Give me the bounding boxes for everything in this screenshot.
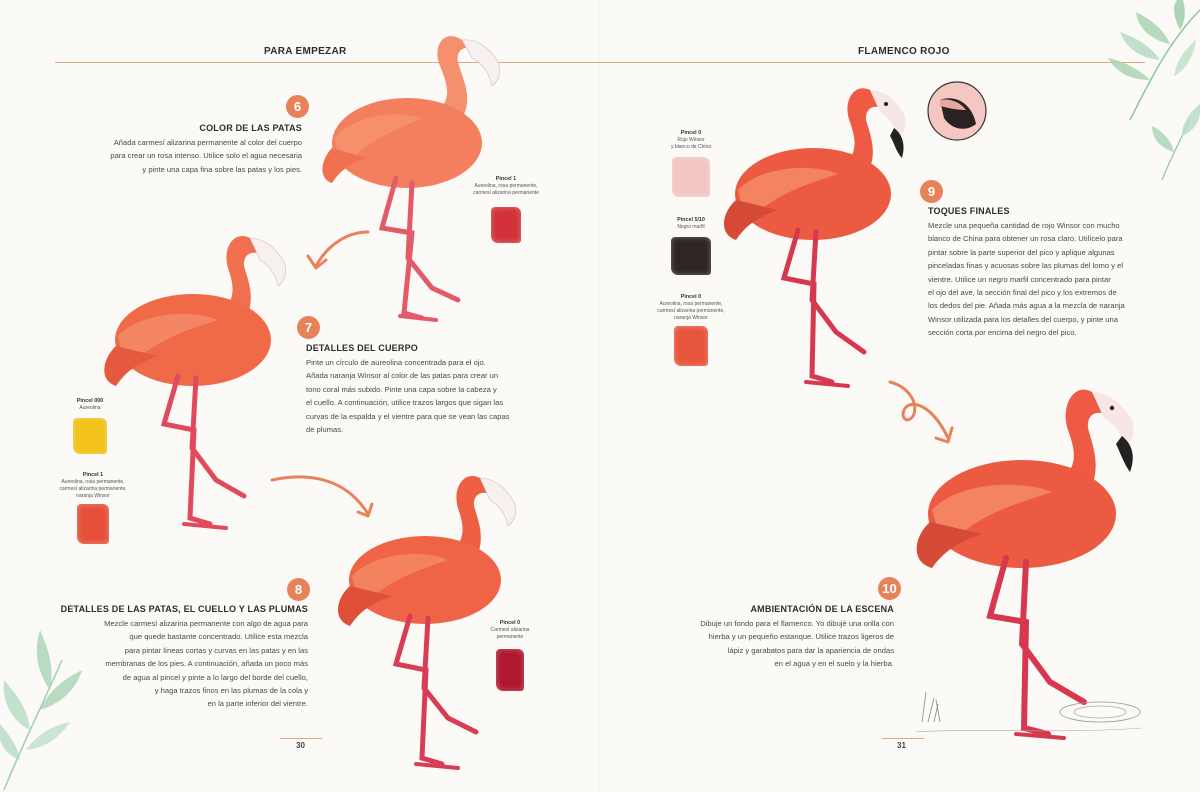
page-number: 31 — [897, 741, 906, 750]
paint-name: carmesí alizarina permanente, — [59, 486, 127, 492]
step-9-text — [928, 219, 1168, 340]
page-number: 30 — [296, 741, 305, 750]
right-page-header: FLAMENCO ROJO — [858, 46, 950, 57]
brush-label: Pincel 1 — [495, 176, 517, 182]
text-line: de plumas. — [306, 425, 344, 435]
flamingo-illustration — [312, 18, 512, 338]
paint-swatch — [674, 326, 708, 366]
text-line: para pintar líneas cortas y curvas en las patas y en las — [124, 645, 308, 655]
paint-name: Aureolina, rosa permanente, — [61, 479, 125, 485]
text-line: los dedos del pie. Añada más agua a la mezcla de naranja — [928, 301, 1125, 311]
paint-name: carmesí alizarina permanente — [473, 190, 539, 196]
text-line: que quede bastante concentrado. Utilice esta mezcla — [129, 632, 308, 642]
flamingo-illustration — [912, 382, 1152, 762]
text-line: vientre. Utilice un negro marfil concentrado para pintar — [928, 274, 1111, 284]
step-10-badge: 10 — [878, 577, 901, 600]
brush-label: Pincel 0 — [499, 620, 521, 626]
text-line: en la parte inferior del vientre. — [207, 699, 308, 709]
paint-name: naranja Winsor — [76, 493, 110, 499]
brush-label: Pincel 5/10 — [677, 217, 705, 223]
paint-name: Negro marfil — [677, 224, 705, 230]
text-line: Mezcle carmesí alizarina permanente con algo de agua para — [104, 619, 308, 628]
text-line: y haga trazos finos en las plumas de la cola y — [154, 686, 308, 696]
paint-name: carmesí alizarina permanente, — [657, 308, 725, 314]
paint-swatch — [671, 237, 711, 275]
step-6-title: COLOR DE LAS PATAS — [199, 123, 302, 133]
text-line: el cuello. A continuación, utilice trazos largos que sigan las — [306, 398, 504, 408]
paint-name: Rojo Winsor — [677, 137, 705, 143]
paint-name: y blanco de China — [670, 144, 712, 150]
text-line: sección corta por encima del negro del pico. — [928, 328, 1077, 338]
paint-name: Carmesí alizarina — [490, 627, 530, 633]
text-line: membranas de los pies. A continuación, añada un poco más — [105, 659, 308, 669]
paint-swatch — [672, 157, 710, 197]
swatch-group — [658, 217, 724, 275]
text-line: Dibuje un fondo para el flamenco. Yo dibujé una orilla con — [700, 619, 894, 628]
text-line: Añada carmesí alizarina permanente al color del cuerpo — [113, 138, 302, 147]
step-8-title: DETALLES DE LAS PATAS, EL CUELLO Y LAS PLUMAS — [60, 604, 308, 614]
text-line: Winsor utilizada para los detalles del cuerpo, y pinte una — [928, 314, 1118, 324]
paint-name: Aureolina, rosa permanente, — [659, 301, 723, 307]
paint-name: permanente — [496, 634, 524, 640]
step-10-text — [664, 617, 894, 671]
text-line: el ojo del ave, la sección final del pico y los extremos de — [928, 288, 1117, 298]
brush-label: Pincel 0 — [680, 294, 702, 300]
curved-arrow-icon — [268, 470, 378, 525]
step-8-text — [68, 617, 308, 711]
step-6-badge: 6 — [286, 95, 309, 118]
text-line: blanco de China para obtener un rosa claro. Utilícelo para — [928, 234, 1123, 244]
brush-label: Pincel 1 — [82, 472, 104, 478]
page-number-rule — [280, 738, 322, 739]
text-line: pintar sobre la parte superior del pico y aplique algunas — [928, 247, 1115, 257]
text-line: hierba y un pequeño estanque. Utilice trazos ligeros de — [708, 632, 894, 642]
step-7-text — [306, 356, 546, 436]
leaf-icon — [1090, 0, 1200, 180]
step-9-badge: 9 — [920, 180, 943, 203]
paint-list — [658, 224, 724, 231]
text-line: Mezcle una pequeña cantidad de rojo Winsor con mucho — [928, 221, 1120, 230]
text-line: curvas de la espalda y el vientre para que se vean las capas — [306, 411, 510, 421]
beak-detail-icon — [926, 80, 988, 142]
right-page — [600, 0, 1200, 792]
text-line: y pinte una capa fina sobre las patas y los pies. — [142, 164, 302, 174]
step-7-badge: 7 — [297, 316, 320, 339]
text-line: lápiz y garabatos para dar la apariencia de ondas — [727, 645, 894, 655]
text-line: Pinte un círculo de aureolina concentrada para el ojo. — [306, 358, 486, 367]
left-page-header: PARA EMPEZAR — [264, 46, 347, 57]
step-6-text — [72, 136, 302, 176]
leaf-icon — [0, 600, 90, 792]
paint-list — [655, 137, 727, 151]
step-7-title: DETALLES DEL CUERPO — [306, 343, 418, 353]
text-line: pinceladas finas y acuosas sobre las plumas del lomo y el — [928, 261, 1124, 271]
curved-arrow-icon — [304, 226, 374, 276]
paint-name: Aureolina — [79, 405, 101, 411]
paint-name: naranja Winsor — [674, 315, 708, 321]
swatch-group — [655, 130, 727, 197]
text-line: Añada naranja Winsor al color de las patas para crear un — [306, 371, 499, 381]
flamingo-illustration — [718, 80, 918, 400]
brush-label: Pincel 0 — [680, 130, 702, 136]
text-line: en el agua y en el suelo y la hierba. — [774, 659, 894, 669]
header-rule — [600, 62, 1145, 63]
step-8-badge: 8 — [287, 578, 310, 601]
brush-label: Pincel 000 — [76, 398, 104, 404]
text-line: tono coral más subido. Pinte una capa sobre la cabeza y — [306, 384, 497, 394]
text-line: de agua al pincel y pinte a lo largo del borde del cuello, — [122, 672, 308, 682]
paint-name: Aureolina, rosa permanente, — [474, 183, 538, 189]
step-9-title: TOQUES FINALES — [928, 206, 1010, 216]
step-10-title: AMBIENTACIÓN DE LA ESCENA — [750, 604, 894, 614]
text-line: para crear un rosa intenso. Utilice solo el agua necesaria — [110, 151, 302, 161]
